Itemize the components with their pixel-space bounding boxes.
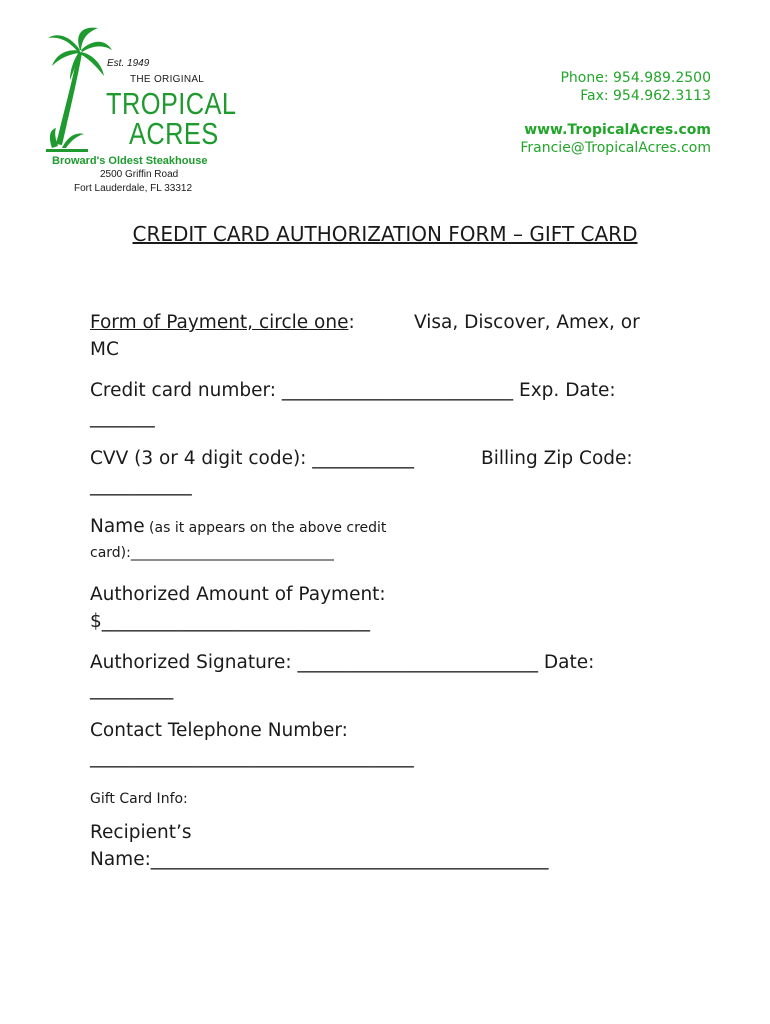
payment-row: Form of Payment, circle one: [90, 312, 355, 333]
recipient-label: Recipient’s [90, 822, 192, 843]
amount-field[interactable]: $_____________________________ [90, 611, 371, 632]
company-logo [44, 24, 244, 199]
payment-label: Form of Payment, circle one [90, 312, 349, 333]
card-number-field[interactable]: Credit card number: _________________________ Exp. Date: [90, 380, 616, 401]
exp-date-field[interactable]: _______ [90, 407, 155, 428]
logo-original-text: THE ORIGINAL [130, 74, 205, 85]
address-line1: 2500 Griffin Road [100, 169, 179, 180]
name-note: (as it appears on the above credit [144, 520, 387, 536]
email-link[interactable]: Francie@TropicalAcres.com [520, 139, 711, 156]
recipient-name-field[interactable]: Name:___________________________________________ [90, 849, 549, 870]
amount-label: Authorized Amount of Payment: [90, 584, 386, 605]
contact-block [520, 70, 711, 157]
palm-tree-icon [44, 24, 114, 154]
date-field[interactable]: _________ [90, 679, 174, 700]
fax-number: Fax: 954.962.3113 [580, 87, 711, 104]
name-label: Name [90, 516, 145, 537]
form-title: CREDIT CARD AUTHORIZATION FORM – GIFT CARD [132, 222, 638, 246]
logo-name-line1: TROPICAL [106, 86, 237, 121]
gift-card-info-label: Gift Card Info: [90, 791, 188, 807]
payment-options: Visa, Discover, Amex, or [414, 312, 640, 333]
phone-number: Phone: 954.989.2500 [560, 70, 711, 86]
cvv-field[interactable]: CVV (3 or 4 digit code): ___________ [90, 448, 415, 469]
name-row [90, 513, 386, 542]
zip-label: Billing Zip Code: [481, 448, 633, 469]
zip-field[interactable]: ___________ [90, 475, 192, 496]
signature-field[interactable]: Authorized Signature: __________________________ Date: [90, 652, 595, 673]
phone-label: Contact Telephone Number: [90, 720, 348, 741]
name-field[interactable]: card):_____________________________ [90, 545, 334, 561]
established-year: Est. 1949 [107, 58, 150, 69]
payment-options-cont: MC [90, 339, 119, 360]
logo-name-line2: ACRES [129, 116, 219, 151]
phone-field[interactable]: ___________________________________ [90, 747, 414, 768]
website-link[interactable]: www.TropicalAcres.com [524, 122, 711, 138]
address-line2: Fort Lauderdale, FL 33312 [74, 183, 193, 194]
logo-tagline: Broward's Oldest Steakhouse [52, 155, 208, 167]
